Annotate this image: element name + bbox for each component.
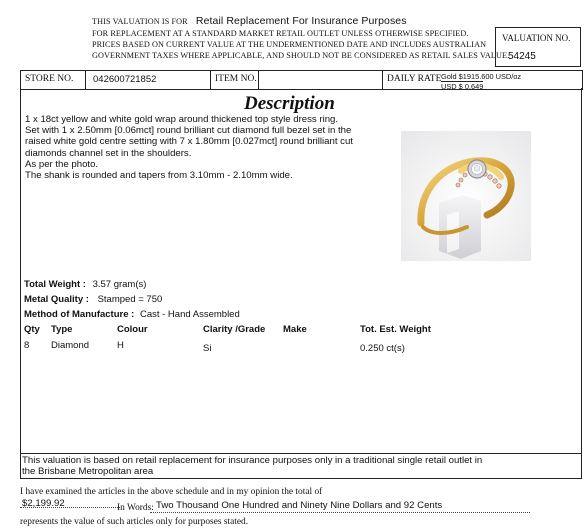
description-line: Set with 1 x 2.50mm [0.06mct] round brilliant cut diamond full bezel set in the	[25, 125, 352, 137]
notice-line: This valuation is based on retail replacement for insurance purposes only in a traditional single retail outlet in	[22, 455, 483, 466]
right-border	[581, 88, 582, 478]
table-cell-type: Diamond	[51, 340, 90, 351]
store-number: 042600721852	[93, 74, 157, 85]
table-cell-clarity: Si	[203, 343, 212, 354]
store-row	[20, 70, 583, 90]
header-line-3: PRICES BASED ON CURRENT VALUE AT THE UNDERMENTIONED DATE AND INCLUDES AUSTRALIAN	[92, 40, 487, 49]
item-number-label: ITEM NO.	[215, 74, 257, 84]
description-line: diamonds channel set in the shoulders.	[25, 147, 192, 159]
ring-photo	[401, 131, 531, 261]
header-line-1	[92, 15, 407, 27]
metal-quality-label: Metal Quality :	[24, 294, 89, 305]
header-line-2: FOR REPLACEMENT AT A STANDARD MARKET RETAIL OUTLET UNLESS OTHERWISE SPECIFIED.	[92, 29, 469, 38]
description-heading: Description	[244, 93, 335, 114]
manufacture-value: Cast - Hand Assembled	[139, 309, 240, 320]
col-make: Make	[283, 324, 307, 335]
metal-quality	[24, 294, 162, 305]
daily-rate-label: DAILY RATE	[387, 74, 442, 84]
table-cell-colour: H	[117, 340, 124, 351]
notice-bottom-border	[20, 478, 582, 479]
examined-statement: I have examined the articles in the above schedule and in my opinion the total of	[20, 487, 323, 497]
col-weight: Tot. Est. Weight	[360, 324, 431, 335]
description-line: 1 x 18ct yellow and white gold wrap around thickened top style dress ring.	[25, 114, 339, 125]
description-text	[25, 114, 395, 181]
description-line: raised white gold centre setting with 7 x 1.80mm [0.027mct] round brilliant cut	[25, 136, 353, 148]
valuation-purpose: Retail Replacement For Insurance Purposes	[195, 15, 407, 27]
col-type: Type	[51, 324, 73, 335]
total-weight-value: 3.57 gram(s)	[92, 279, 147, 290]
words-underline	[150, 512, 530, 513]
divider	[85, 71, 86, 89]
total-amount: $2,199.92	[22, 498, 65, 509]
in-words-value: Two Thousand One Hundred and Ninety Nine Dollars and 92 Cents	[156, 500, 443, 511]
description-line: The shank is rounded and tapers from 3.10mm - 2.10mm wide.	[25, 170, 293, 182]
notice-text	[22, 455, 482, 477]
header-prefix: THIS VALUATION IS FOR	[92, 17, 188, 26]
notice-line: the Brisbane Metropolitan area	[22, 466, 154, 478]
ring-image	[401, 131, 531, 261]
valuation-number-box	[495, 27, 581, 67]
table-cell-weight: 0.250 ct(s)	[360, 343, 405, 354]
col-colour: Colour	[117, 324, 148, 335]
header-line-4: GOVERNMENT TAXES WHERE APPLICABLE, AND SHOULD NOT BE CONSIDERED AS RETAIL SALES VALUE.	[92, 51, 510, 60]
in-words-label: In Words:	[117, 503, 154, 513]
divider	[210, 71, 211, 89]
total-weight-label: Total Weight :	[24, 279, 86, 290]
col-qty: Qty	[24, 324, 40, 335]
metal-quality-value: Stamped = 750	[97, 294, 163, 305]
left-border	[20, 88, 21, 478]
manufacture-method	[24, 309, 240, 320]
table-cell-qty: 8	[24, 340, 30, 351]
divider	[258, 71, 259, 89]
store-number-label: STORE NO.	[25, 74, 74, 84]
valuation-number-label: VALUATION NO.	[502, 33, 571, 43]
usd-rate: USD $ 0.649	[441, 81, 484, 91]
divider	[382, 71, 383, 89]
total-weight	[24, 279, 146, 290]
description-line: As per the photo.	[25, 158, 99, 170]
col-clarity: Clarity /Grade	[203, 324, 266, 335]
notice-top-border	[20, 453, 582, 454]
manufacture-label: Method of Manufacture :	[24, 309, 135, 320]
valuation-number: 54245	[508, 51, 536, 62]
amount-underline	[20, 507, 120, 508]
gold-rate: Gold $1915.600 USD/oz	[441, 72, 522, 81]
represents-statement: represents the value of such articles only for purposes stated.	[20, 517, 249, 527]
